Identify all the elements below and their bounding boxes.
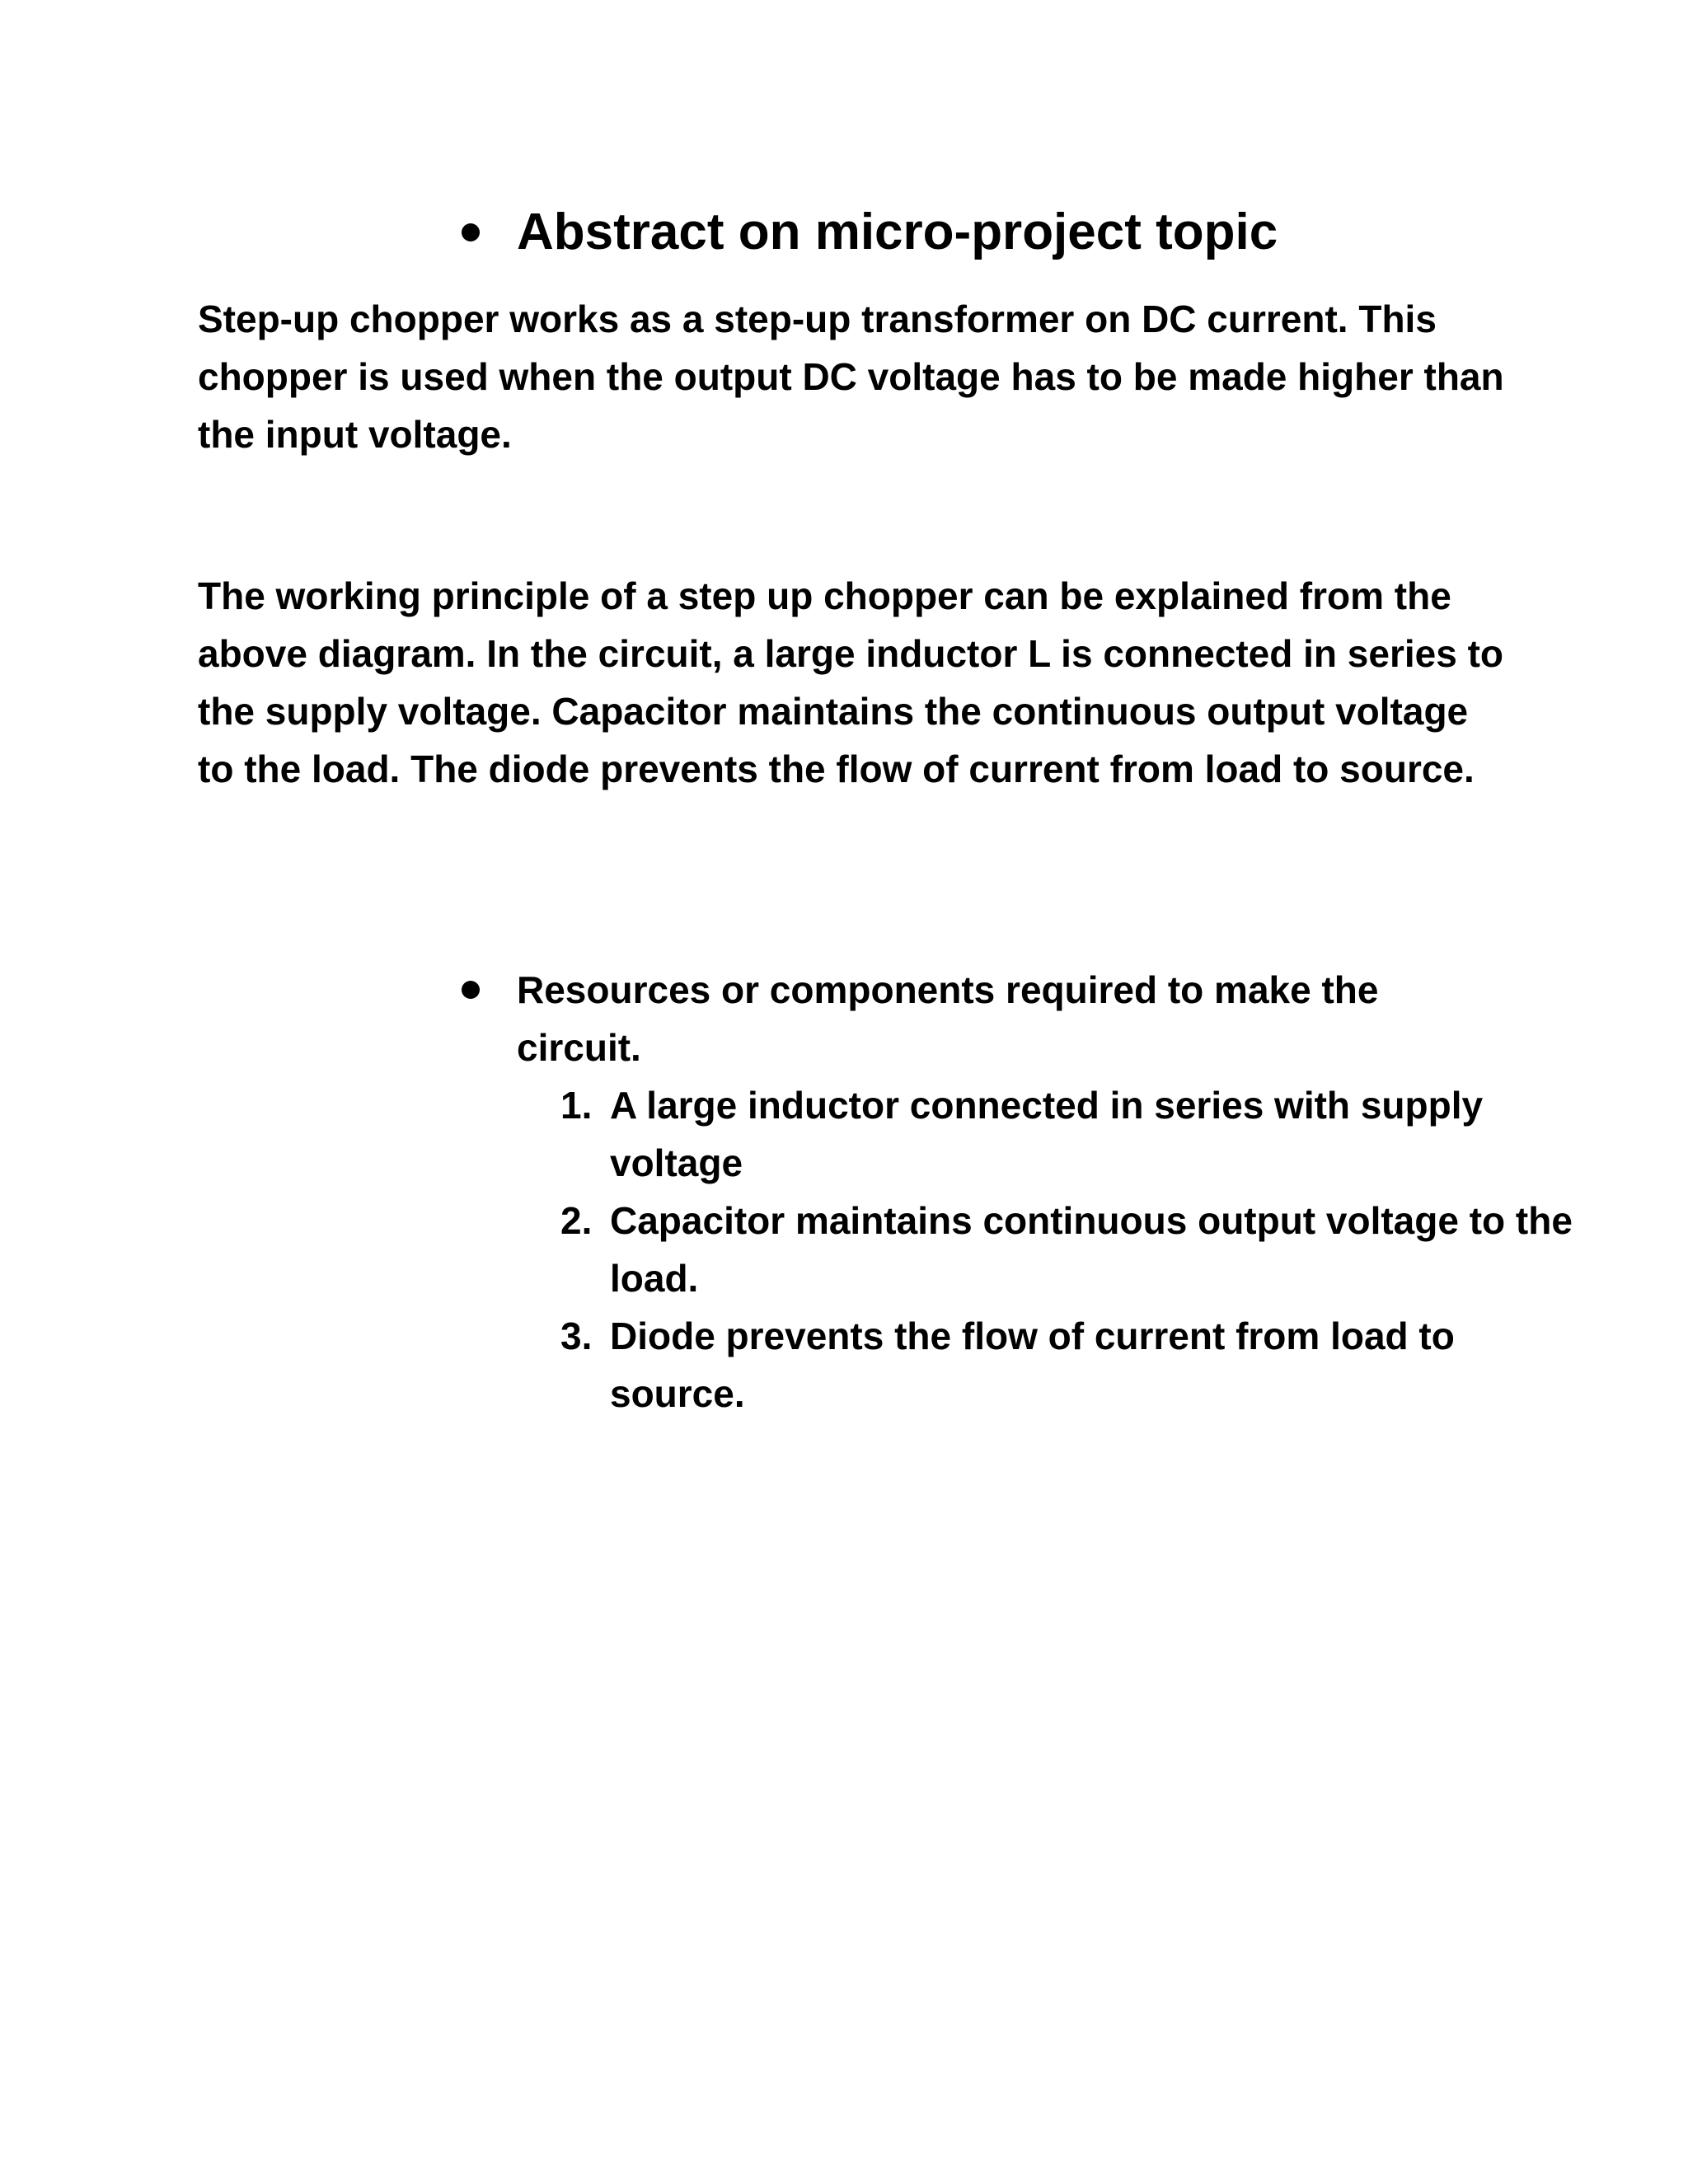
list-item-number: 1. (560, 1084, 593, 1127)
abstract-heading (462, 196, 1615, 269)
resources-heading-text: Resources or components required to make the circuit. (517, 968, 1379, 1069)
list-item-text: A large inductor connected in series with supply voltage (610, 1084, 1484, 1184)
resources-section (462, 961, 1573, 1422)
list-item-number: 2. (560, 1199, 593, 1242)
list-item-number: 3. (560, 1315, 593, 1357)
resources-heading (462, 961, 1566, 1076)
list-item-text: Capacitor maintains continuous output voltage to the load. (610, 1199, 1573, 1300)
list-item (560, 1307, 1574, 1422)
list-item-text: Diode prevents the flow of current from load to source. (610, 1315, 1455, 1415)
abstract-heading-text: Abstract on micro-project topic (517, 204, 1278, 260)
list-item (560, 1192, 1574, 1307)
components-list (560, 1076, 1574, 1422)
bullet-icon (462, 981, 480, 999)
bullet-icon (462, 223, 480, 241)
working-principle-paragraph: The working principle of a step up chopper can be explained from the above diagram. In the circuit, a large inductor L is connected in series to the supply voltage. Capacitor maintains the continuous output voltage to the load. The diode prevents the flow of current from load to source. (198, 574, 1504, 790)
intro-paragraph: Step-up chopper works as a step-up transformer on DC current. This chopper is used when the output DC voltage has to be made higher than the input voltage. (198, 298, 1504, 456)
list-item (560, 1076, 1574, 1192)
